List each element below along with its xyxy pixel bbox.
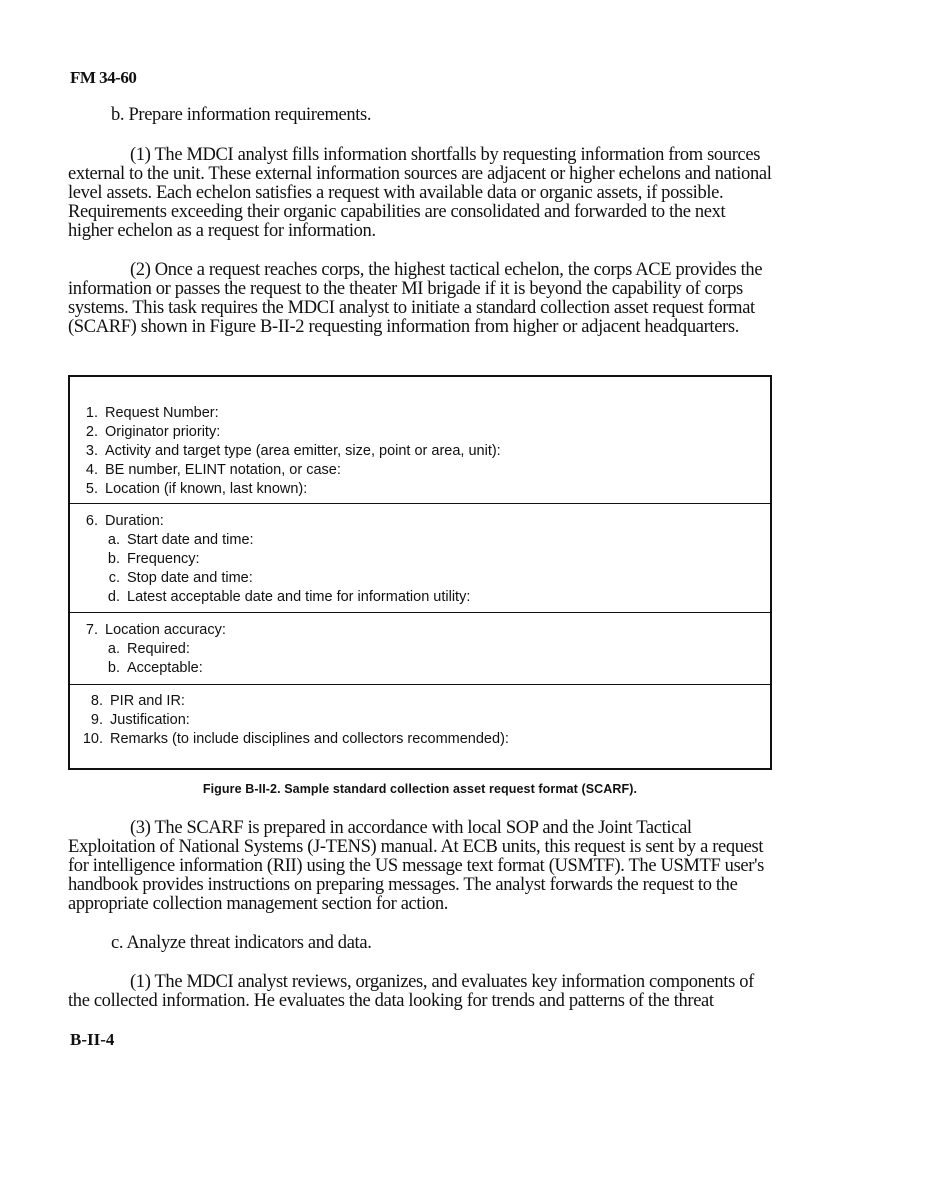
form-row-6c: c. Stop date and time: [108,570,253,586]
form-row-6: 6. Duration: [85,513,164,529]
paragraph-b2: (2) Once a request reaches corps, the highest tactical echelon, the corps ACE provides the information or passes the request to the theater MI brigade if it is beyond the capability of corps systems. This task requires the MDCI analyst to initiate a standard collection asset request format (SCARF) shown in Figure B-II-2 requesting information from higher or adjacent headquarters. [68,260,763,337]
form-row-7a: a. Required: [107,641,190,657]
form-row-5: 5. Location (if known, last known): [85,481,308,497]
form-label: Originator priority: [105,424,221,440]
form-label: BE number, ELINT notation, or case: [105,462,341,478]
page-footer: B-II-4 [70,1030,115,1049]
form-section-remarks [70,685,770,749]
form-row-1: 1. Request Number: [85,405,219,421]
form-row-4: 4. BE number, ELINT notation, or case: [85,462,341,478]
form-label: Location (if known, last known): [105,481,308,497]
form-row-6b: b. Frequency: [107,551,200,567]
form-row-2: 2. Originator priority: [85,424,221,440]
form-row-7: 7. Location accuracy: [85,622,226,638]
form-label: Request Number: [105,405,219,421]
form-row-3: 3. Activity and target type (area emitter, size, point or area, unit): [85,443,501,459]
section-c-heading: c. Analyze threat indicators and data. [111,933,372,953]
form-section-request [70,377,770,504]
form-row-8: 8. PIR and IR: [90,693,185,709]
paragraph-c1: (1) The MDCI analyst reviews, organizes, and evaluates key information components of the collected information. He evaluates the data looking for trends and patterns of the threat [68,972,754,1011]
form-label: Activity and target type (area emitter, size, point or area, unit): [105,443,501,459]
paragraph-b1: (1) The MDCI analyst fills information shortfalls by requesting information from sources external to the unit. These external information sources are adjacent or higher echelons and national level assets. Each echelon satisfies a request with available data or organic assets, if possible. Requirements exceeding their organic capabilities are consolidated and forwarded to the next higher echelon as a request for information. [68,145,772,241]
form-row-6a: a. Start date and time: [107,532,254,548]
figure-caption: Figure B-II-2. Sample standard collection asset request format (SCARF). [202,782,638,796]
form-row-10: 10. Remarks (to include disciplines and collectors recommended): [82,731,509,747]
form-row-9: 9. Justification: [90,712,190,728]
form-row-7b: b. Acceptable: [107,660,203,676]
scarf-form [68,375,772,770]
section-b-heading: b. Prepare information requirements. [111,105,372,125]
page-header: FM 34-60 [70,68,137,87]
form-row-6d: d. Latest acceptable date and time for information utility: [107,589,471,605]
form-section-location-accuracy [70,613,770,685]
paragraph-b3: (3) The SCARF is prepared in accordance with local SOP and the Joint Tactical Exploitation of National Systems (J-TENS) manual. At ECB units, this request is sent by a request for intelligence information (RII) using the US message text format (USMTF). The USMTF user's handbook provides instructions on preparing messages. The analyst forwards the request to the appropriate collection management section for action. [68,818,764,914]
form-section-duration [70,504,770,613]
